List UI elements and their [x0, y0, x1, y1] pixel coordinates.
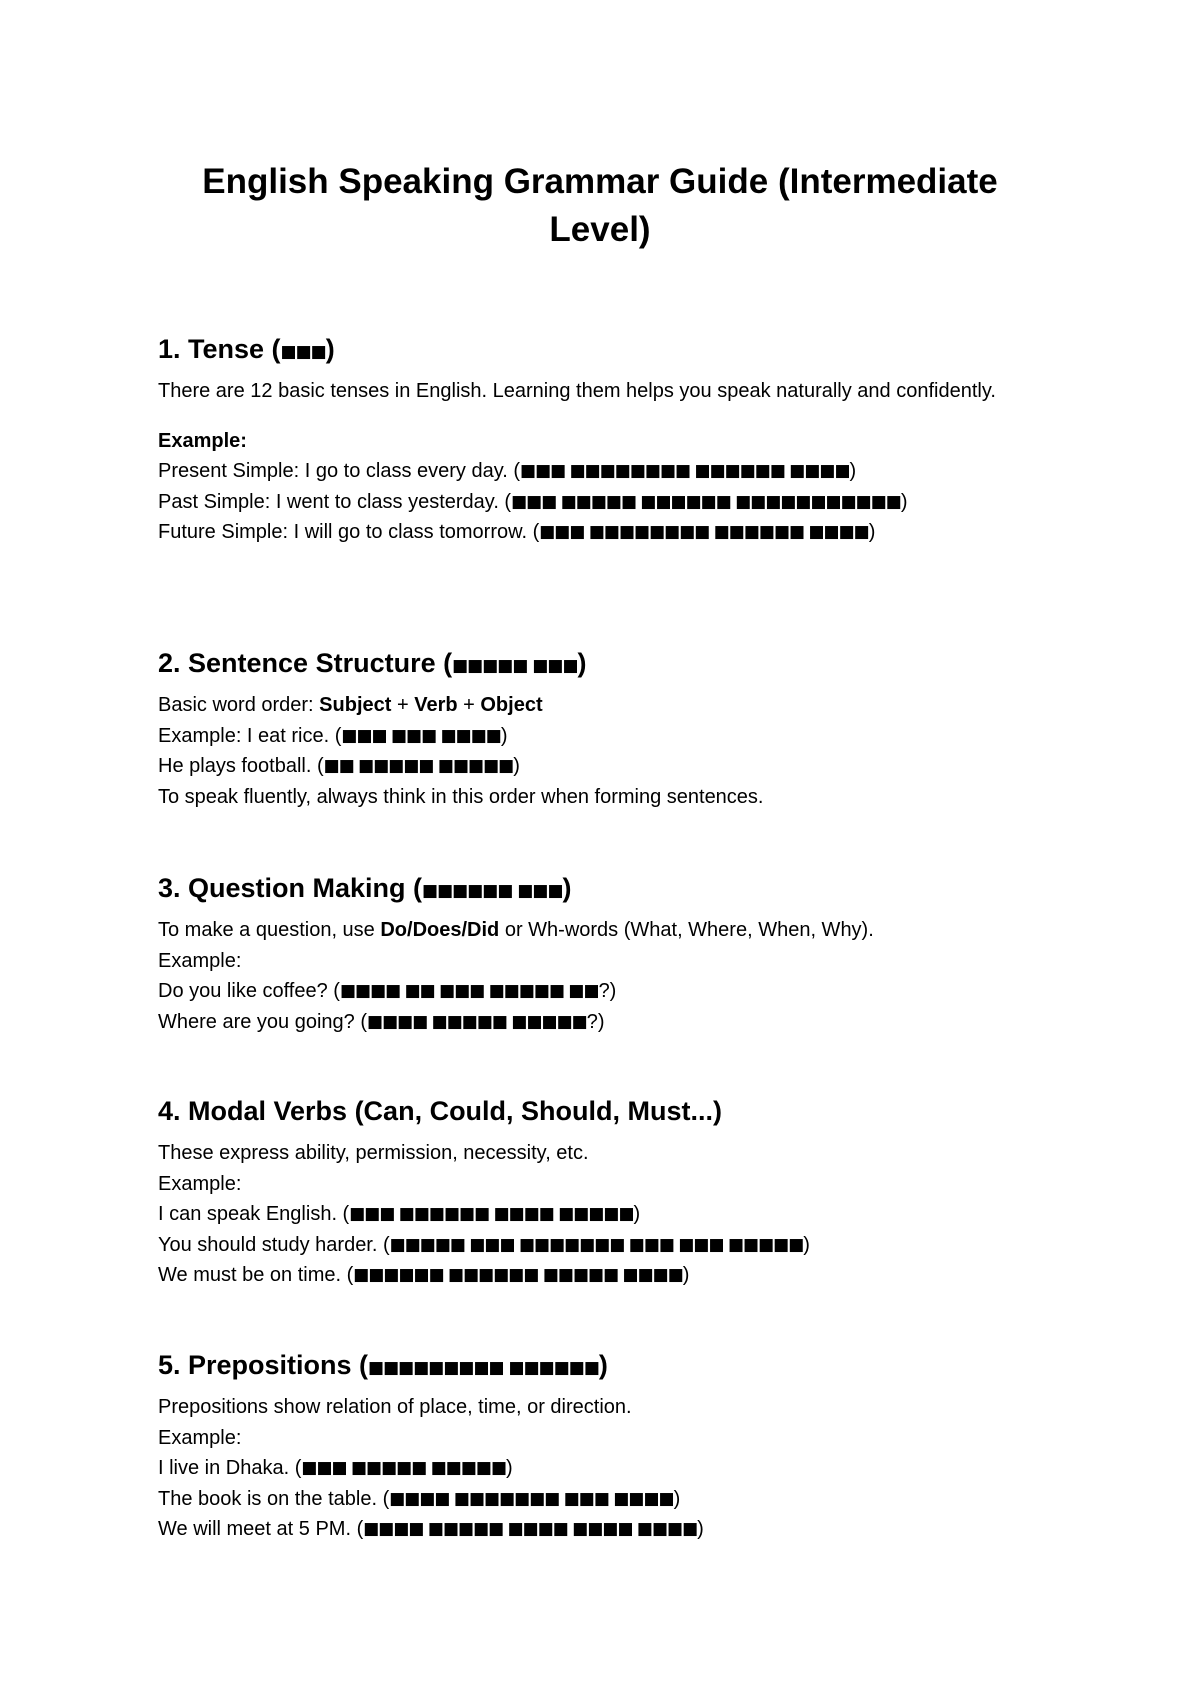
example-line: Past Simple: I went to class yesterday. (■■■ ■■■■■ ■■■■■■ ■■■■■■■■■■■)	[158, 490, 908, 513]
example-line: Future Simple: I will go to class tomorrow. (■■■ ■■■■■■■■ ■■■■■■ ■■■■)	[158, 521, 876, 543]
redacted-text: ■■■■ ■■ ■■■ ■■■■■ ■■	[339, 981, 599, 1001]
section-tense	[158, 332, 1058, 548]
redacted-text: ■■■ ■■■■■■■■ ■■■■■■ ■■■■	[539, 522, 869, 542]
example-line: He plays football. (■■ ■■■■■ ■■■■■)	[158, 755, 520, 777]
section-heading: 3. Question Making (■■■■■■ ■■■)	[158, 873, 572, 903]
redacted-text: ■■■■■ ■■■	[452, 656, 578, 676]
redacted-text: ■■■ ■■■■■■ ■■■■ ■■■■■	[349, 1204, 634, 1224]
redacted-text: ■■■	[280, 342, 326, 362]
document-title: English Speaking Grammar Guide (Intermediate Level)	[202, 162, 998, 249]
redacted-text: ■■■■ ■■■■■ ■■■■ ■■■■ ■■■■	[363, 1519, 698, 1539]
section-body	[158, 690, 1058, 812]
redacted-text: ■■■■ ■■■■■ ■■■■■	[367, 1011, 587, 1032]
section-intro: These express ability, permission, necessity, etc.	[158, 1142, 589, 1164]
example-line: We will meet at 5 PM. (■■■■ ■■■■■ ■■■■ ■■■■ ■■■■)	[158, 1518, 704, 1540]
redacted-text: ■■■ ■■■■■ ■■■■■	[301, 1458, 507, 1478]
section-heading: 2. Sentence Structure (■■■■■ ■■■)	[158, 648, 587, 678]
redacted-text: ■■■■■ ■■■ ■■■■■■■ ■■■ ■■■ ■■■■■	[389, 1234, 804, 1255]
example-line: I live in Dhaka. (■■■ ■■■■■ ■■■■■)	[158, 1457, 513, 1479]
section-body	[158, 376, 1058, 548]
redacted-text: ■■ ■■■■■ ■■■■■	[323, 756, 514, 776]
redacted-text: ■■■■■■■■■ ■■■■■■	[368, 1358, 599, 1378]
redacted-text: ■■■■■■ ■■■■■■ ■■■■■ ■■■■	[353, 1265, 683, 1285]
section-question-making	[158, 871, 1058, 1037]
example-line: I can speak English. (■■■ ■■■■■■ ■■■■ ■■■■■)	[158, 1203, 641, 1225]
example-line: The book is on the table. (■■■■ ■■■■■■■ ■■■ ■■■■)	[158, 1487, 681, 1510]
section-heading: 5. Prepositions (■■■■■■■■■ ■■■■■■)	[158, 1350, 608, 1380]
section-modal-verbs	[158, 1094, 1058, 1291]
section-intro: To make a question, use Do/Does/Did or Wh-words (What, Where, When, Why).	[158, 919, 874, 941]
redacted-text: ■■■ ■■■■■■■■ ■■■■■■ ■■■■	[520, 461, 850, 481]
example-line: Where are you going? (■■■■ ■■■■■ ■■■■■?)	[158, 1010, 605, 1033]
redacted-text: ■■■■■■ ■■■	[422, 881, 563, 901]
section-body	[158, 1392, 1058, 1545]
example-label: Example:	[158, 949, 242, 972]
section-sentence-structure	[158, 646, 1058, 812]
word-order-line: Basic word order: Subject + Verb + Object	[158, 694, 543, 716]
example-line: Do you like coffee? (■■■■ ■■ ■■■ ■■■■■ ■■?)	[158, 980, 617, 1002]
example-line: You should study harder. (■■■■■ ■■■ ■■■■■■■ ■■■ ■■■ ■■■■■)	[158, 1233, 810, 1256]
section-heading: 1. Tense (■■■)	[158, 334, 335, 364]
example-label: Example:	[158, 429, 247, 452]
redacted-text: ■■■ ■■■ ■■■■	[341, 725, 501, 746]
redacted-text: ■■■■ ■■■■■■■ ■■■ ■■■■	[389, 1488, 674, 1509]
section-body	[158, 915, 1058, 1037]
section-body	[158, 1138, 1058, 1291]
example-label: Example:	[158, 1172, 242, 1195]
section-heading: 4. Modal Verbs (Can, Could, Should, Must...)	[158, 1096, 723, 1126]
example-line: We must be on time. (■■■■■■ ■■■■■■ ■■■■■ ■■■■)	[158, 1264, 690, 1286]
section-note: To speak fluently, always think in this order when forming sentences.	[158, 785, 764, 808]
section-intro: Prepositions show relation of place, time, or direction.	[158, 1396, 632, 1418]
section-intro: There are 12 basic tenses in English. Learning them helps you speak naturally and confidently.	[158, 380, 996, 402]
section-prepositions	[158, 1348, 1058, 1545]
redacted-text: ■■■ ■■■■■ ■■■■■■ ■■■■■■■■■■■	[511, 491, 901, 512]
example-label: Example:	[158, 1426, 242, 1449]
example-line: Example: I eat rice. (■■■ ■■■ ■■■■)	[158, 724, 508, 747]
example-line: Present Simple: I go to class every day. (■■■ ■■■■■■■■ ■■■■■■ ■■■■)	[158, 460, 857, 482]
